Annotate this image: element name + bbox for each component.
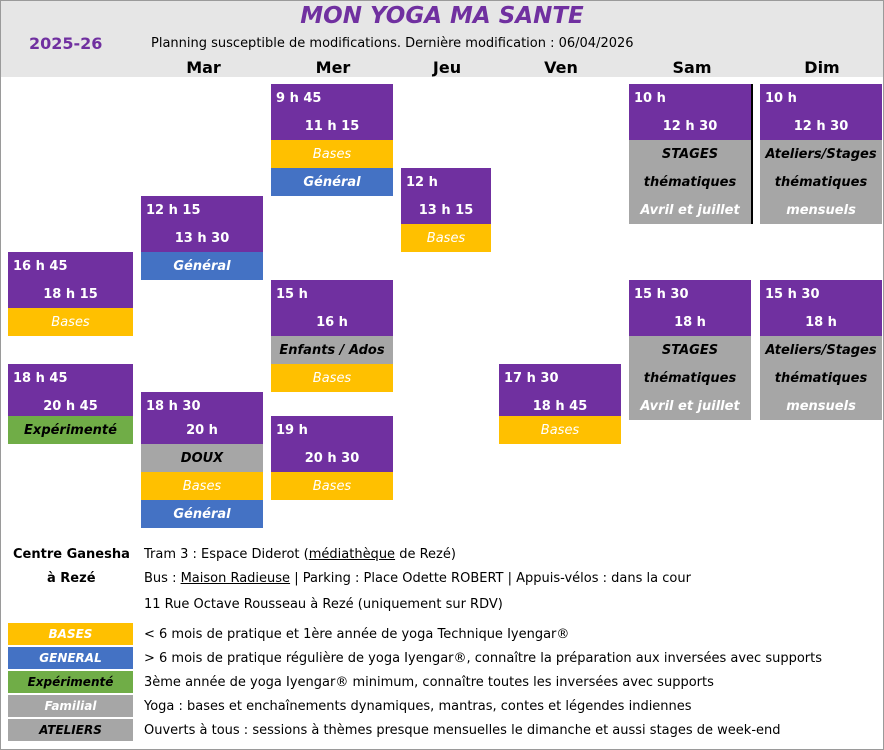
legend-text-bases: < 6 mois de pratique et 1ère année de yoga Technique Iyengar® xyxy=(144,627,570,642)
day-header-jeu: Jeu xyxy=(432,58,462,77)
session-end-time: 12 h 30 xyxy=(629,112,751,140)
level-badge-bases: Bases xyxy=(271,472,393,500)
tram-prefix: Tram 3 : Espace Diderot ( xyxy=(144,547,309,562)
session-start-time: 10 h xyxy=(760,84,882,112)
stage-period: Avril et juillet xyxy=(629,196,751,224)
session-end-time: 18 h xyxy=(760,308,882,336)
workshop-period: mensuels xyxy=(760,196,882,224)
legend-badge-familial: Familial xyxy=(8,695,133,717)
address: 11 Rue Octave Rousseau à Rezé (uniquement sur RDV) xyxy=(144,597,503,612)
update-note: Planning susceptible de modifications. Dernière modification : 06/04/2026 xyxy=(151,36,634,51)
level-badge-bases: Bases xyxy=(141,472,263,500)
legend-badge-experimente: Expérimenté xyxy=(8,671,133,693)
legend-text-general: > 6 mois de pratique régulière de yoga Iyengar®, connaître la préparation aux inversées avec supports xyxy=(144,651,823,666)
tram-suffix: de Rezé) xyxy=(395,547,456,562)
session-start-time: 15 h xyxy=(271,280,393,308)
level-badge-bases: Bases xyxy=(401,224,491,252)
session-start-time: 10 h xyxy=(629,84,751,112)
level-badge-bases: Bases xyxy=(271,140,393,168)
session-start-time: 18 h 30 xyxy=(141,392,263,420)
session-end-time: 13 h 30 xyxy=(141,224,263,252)
level-badge-general: Général xyxy=(271,168,393,196)
session-end-time: 20 h xyxy=(141,416,263,444)
legend-text-ateliers: Ouverts à tous : sessions à thèmes presque mensuelles le dimanche et aussi stages de week-end xyxy=(144,723,781,738)
style-badge-enfants-ados: Enfants / Ados xyxy=(271,336,393,364)
session-start-time: 17 h 30 xyxy=(499,364,621,392)
session-end-time: 20 h 45 xyxy=(8,392,133,420)
season-label: 2025-26 xyxy=(29,34,103,53)
workshop-theme: thématiques xyxy=(760,364,882,392)
legend-badge-general: GENERAL xyxy=(8,647,133,669)
session-start-time: 16 h 45 xyxy=(8,252,133,280)
session-start-time: 9 h 45 xyxy=(271,84,393,112)
session-end-time: 13 h 15 xyxy=(401,196,491,224)
legend-badge-bases: BASES xyxy=(8,623,133,645)
session-end-time: 18 h 15 xyxy=(8,280,133,308)
bus-info xyxy=(144,571,691,586)
session-end-time: 11 h 15 xyxy=(271,112,393,140)
mediatheque-link[interactable]: médiathèque xyxy=(308,547,396,562)
stage-theme: thématiques xyxy=(629,168,751,196)
centre-city: à Rezé xyxy=(47,571,96,586)
style-badge-doux: DOUX xyxy=(141,444,263,472)
level-badge-experimente: Expérimenté xyxy=(8,416,133,444)
day-header-dim: Dim xyxy=(804,58,840,77)
header xyxy=(1,1,883,77)
session-end-time: 16 h xyxy=(271,308,393,336)
legend-text-familial: Yoga : bases et enchaînements dynamiques, mantras, contes et légendes indiennes xyxy=(144,699,692,714)
legend-badge-ateliers: ATELIERS xyxy=(8,719,133,741)
tram-info xyxy=(144,547,456,562)
level-badge-bases: Bases xyxy=(499,416,621,444)
bus-suffix: | Parking : Place Odette ROBERT | Appuis-vélos : dans la cour xyxy=(290,571,691,586)
session-end-time: 18 h xyxy=(629,308,751,336)
day-header-mer: Mer xyxy=(315,58,351,77)
level-badge-general: Général xyxy=(141,500,263,528)
session-end-time: 12 h 30 xyxy=(760,112,882,140)
centre-name: Centre Ganesha xyxy=(13,547,130,562)
stage-theme: thématiques xyxy=(629,364,751,392)
bus-prefix: Bus : xyxy=(144,571,181,586)
stage-label: STAGES xyxy=(629,336,751,364)
day-header-ven: Ven xyxy=(544,58,578,77)
maison-radieuse-link[interactable]: Maison Radieuse xyxy=(180,571,291,586)
session-end-time: 18 h 45 xyxy=(499,392,621,420)
session-start-time: 18 h 45 xyxy=(8,364,133,392)
workshop-label: Ateliers/Stages xyxy=(760,336,882,364)
session-start-time: 15 h 30 xyxy=(629,280,751,308)
session-start-time: 12 h 15 xyxy=(141,196,263,224)
session-start-time: 19 h xyxy=(271,416,393,444)
legend-text-experimente: 3ème année de yoga Iyengar® minimum, connaître toutes les inversées avec supports xyxy=(144,675,714,690)
page-title: MON YOGA MA SANTE xyxy=(300,3,584,29)
stage-period: Avril et juillet xyxy=(629,392,751,420)
day-header-mar: Mar xyxy=(186,58,221,77)
stage-label: STAGES xyxy=(629,140,751,168)
day-header-sam: Sam xyxy=(672,58,712,77)
level-badge-bases: Bases xyxy=(8,308,133,336)
session-start-time: 15 h 30 xyxy=(760,280,882,308)
workshop-theme: thématiques xyxy=(760,168,882,196)
workshop-period: mensuels xyxy=(760,392,882,420)
level-badge-general: Général xyxy=(141,252,263,280)
session-start-time: 12 h xyxy=(401,168,491,196)
level-badge-bases: Bases xyxy=(271,364,393,392)
session-end-time: 20 h 30 xyxy=(271,444,393,472)
column-separator xyxy=(751,84,753,224)
workshop-label: Ateliers/Stages xyxy=(760,140,882,168)
